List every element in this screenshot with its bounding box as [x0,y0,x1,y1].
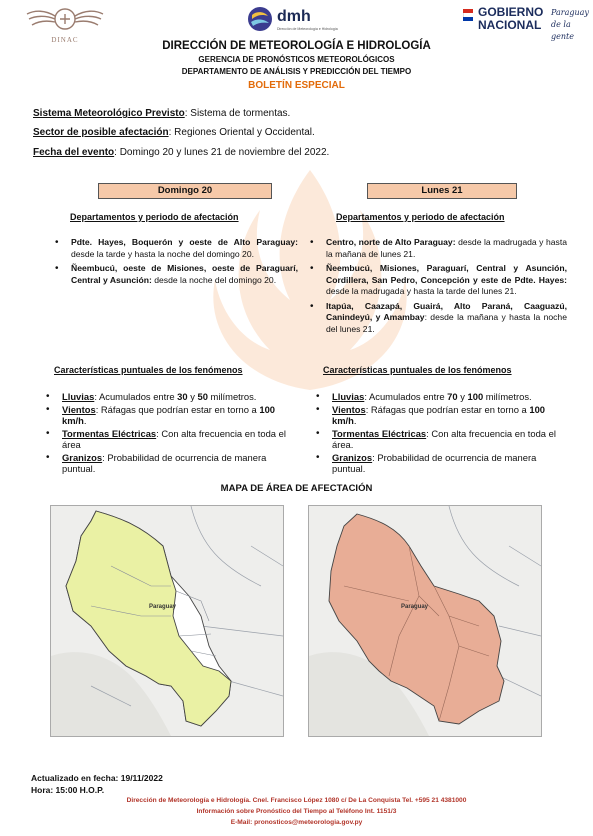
map-left [50,505,284,737]
list-item: • Lluvias: Acumulados entre 70 y 100 milímetros. [310,391,570,403]
list-item: • Tormentas Eléctricas: Con alta frecuencia en toda el área [40,428,300,451]
footer-phone: Información sobre Pronóstico del Tiempo al Teléfono Int. 1151/3 [196,808,397,815]
map-right [308,505,542,737]
system-label: Sistema Meteorológico Previsto [33,108,185,119]
list-item: • Itapúa, Caazapá, Guairá, Alto Paraná, Caaguazú, Canindeyú, y Amambay: desde la mañana y hasta la noche del lunes 21. [304,301,567,336]
dinac-wings-icon [25,4,105,38]
left-char-list [40,391,300,476]
dmh-subtext: Dirección de Meteorología e Hidrología [277,27,338,31]
dmh-logo [246,5,336,37]
sector-value: Regiones Oriental y Occidental. [171,127,315,138]
list-item: • Vientos: Ráfagas que podrían estar en torno a 100 km/h. [310,404,570,427]
dinac-caption: DINAC [51,36,79,44]
sector-info: Sector de posible afectación: Regiones Oriental y Occidental. [33,127,315,138]
list-item: • Ñeembucú, oeste de Misiones, oeste de Paraguarí, Central y Asunción: desde la noche del domingo 20. [49,263,298,286]
list-item: • Vientos: Ráfagas que podrían estar en torno a 100 km/h. [40,404,300,427]
dmh-wordmark: dmh [277,8,311,25]
date-value: Domingo 20 y lunes 21 de noviembre del 2022. [116,147,330,158]
gobierno-line1: GOBIERNO [478,5,544,19]
list-item: • Tormentas Eléctricas: Con alta frecuencia en toda el área. [310,428,570,451]
day-box-domingo: Domingo 20 [98,183,272,199]
right-char-list [310,391,570,476]
updated-time: Hora: 15:00 H.O.P. [31,785,105,795]
gobierno-logo [463,4,593,40]
list-item: • Lluvias: Acumulados entre 30 y 50 milímetros. [40,391,300,403]
footer-address: Dirección de Meteorología e Hidrología. Cnel. Francisco López 1080 c/ De La Conquista Tel. +595 21 4381000 [126,797,467,804]
right-char-title: Características puntuales de los fenómenos [323,365,512,375]
page-subtitle-1: GERENCIA DE PRONÓSTICOS METEOROLÓGICOS [198,55,395,64]
list-item: • Granizos: Probabilidad de ocurrencia de manera puntual. [40,452,300,475]
dmh-globe-icon [246,5,274,33]
date-info: Fecha del evento: Domingo 20 y lunes 21 de noviembre del 2022. [33,147,330,158]
map-left-country-label: Paraguay [149,604,177,610]
left-char-title: Características puntuales de los fenómenos [54,365,243,375]
bulletin-label: BOLETÍN ESPECIAL [248,80,345,91]
sector-label: Sector de posible afectación [33,127,169,138]
map-right-svg [309,506,541,736]
day-box-lunes: Lunes 21 [367,183,517,199]
system-info: Sistema Meteorológico Previsto: Sistema de tormentas. [33,108,291,119]
date-label: Fecha del evento [33,147,115,158]
page-subtitle-2: DEPARTAMENTO DE ANÁLISIS Y PREDICCIÓN DEL TIEMPO [181,67,412,76]
system-value: Sistema de tormentas. [187,108,291,119]
list-item: • Granizos: Probabilidad de ocurrencia de manera puntual. [310,452,570,475]
map-right-country-label: Paraguay [401,604,429,610]
list-item: • Centro, norte de Alto Paraguay: desde la madrugada y hasta la mañana de lunes 21. [304,237,567,260]
updated-date: Actualizado en fecha: 19/11/2022 [31,773,163,783]
left-dept-title: Departamentos y periodo de afectación [70,212,239,222]
flag-icon [463,9,473,21]
list-item: • Ñeembucú, Misiones, Paraguarí, Central y Asunción, Cordillera, San Pedro, Concepción y este de Pdte. Hayes: desde la madrugada y hasta la tarde del lunes 21. [304,263,567,298]
right-dept-title: Departamentos y periodo de afectación [336,212,505,222]
right-dept-list [304,237,567,338]
left-dept-list [49,237,298,289]
footer-email[interactable]: E-Mail: pronosticos@meteorologia.gov.py [230,819,363,826]
page-title: DIRECCIÓN DE METEOROLOGÍA E HIDROLOGÍA [162,40,431,52]
map-left-svg [51,506,283,736]
map-title: MAPA DE ÁREA DE AFECTACIÓN [220,483,373,494]
gobierno-slogan: Paraguay de la gente [551,8,589,41]
list-item: • Pdte. Hayes, Boquerón y oeste de Alto Paraguay: desde la tarde y hasta la noche del domingo 20. [49,237,298,260]
gobierno-line2: NACIONAL [478,18,542,32]
